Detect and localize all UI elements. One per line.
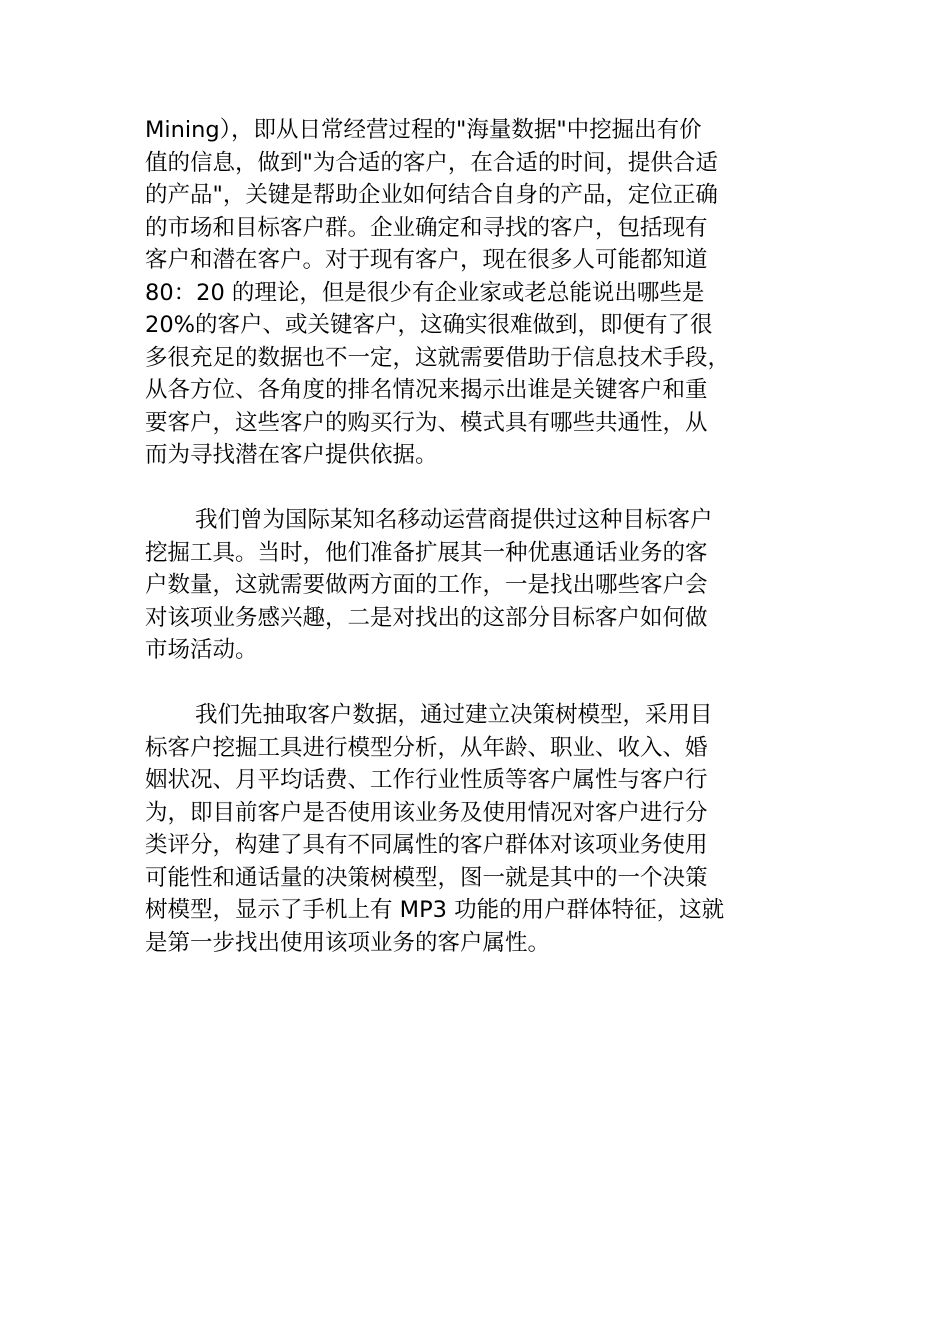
text-line: 20%的客户、或关键客户，这确实很难做到，即便有了很	[145, 312, 713, 338]
text-line: 为，即目前客户是否使用该业务及使用情况对客户进行分	[145, 799, 708, 826]
text-line: Mining），即从日常经营过程的"海量数据"中挖掘出有价	[145, 117, 702, 143]
text-line: 而为寻找潜在客户提供依据。	[145, 442, 438, 468]
paragraph-decision-tree	[145, 699, 797, 959]
text-line: 是第一步找出使用该项业务的客户属性。	[145, 929, 551, 956]
text-line: 户数量，这就需要做两方面的工作，一是找出哪些客户会	[145, 572, 708, 598]
text-line: 的产品"，关键是帮助企业如何结合自身的产品，定位正确	[145, 182, 718, 208]
text-line: 可能性和通话量的决策树模型，图一就是其中的一个决策	[145, 864, 708, 891]
text-line: 要客户，这些客户的购买行为、模式具有哪些共通性，从	[145, 409, 708, 436]
text-line: 客户和潜在客户。对于现有客户，现在很多人可能都知道	[145, 247, 708, 273]
text-line: 挖掘工具。当时，他们准备扩展其一种优惠通话业务的客	[145, 539, 708, 566]
text-line: 类评分，构建了具有不同属性的客户群体对该项业务使用	[145, 832, 708, 858]
text-line: 市场活动。	[145, 637, 258, 663]
text-line: 多很充足的数据也不一定，这就需要借助于信息技术手段，	[145, 344, 731, 371]
text-line: 标客户挖掘工具进行模型分析，从年龄、职业、收入、婚	[145, 734, 708, 761]
paragraph-spacer	[145, 667, 797, 700]
text-line: 的市场和目标客户群。企业确定和寻找的客户，包括现有	[145, 214, 708, 241]
text-line: 80：20 的理论，但是很少有企业家或老总能说出哪些是	[145, 279, 705, 306]
text-line: 对该项业务感兴趣，二是对找出的这部分目标客户如何做	[145, 604, 708, 631]
paragraph-data-mining-intro	[145, 114, 797, 472]
paragraph-spacer	[145, 472, 797, 505]
text-line: 我们先抽取客户数据，通过建立决策树模型，采用目	[195, 702, 713, 728]
text-line: 姻状况、月平均话费、工作行业性质等客户属性与客户行	[145, 767, 708, 793]
text-line: 值的信息，做到"为合适的客户，在合适的时间，提供合适	[145, 149, 718, 176]
text-line: 从各方位、各角度的排名情况来揭示出谁是关键客户和重	[145, 377, 708, 403]
paragraph-mobile-operator-case	[145, 504, 797, 667]
text-line: 我们曾为国际某知名移动运营商提供过这种目标客户	[195, 507, 713, 533]
document-body	[145, 114, 797, 959]
text-line: 树模型，显示了手机上有 MP3 功能的用户群体特征，这就	[145, 897, 725, 923]
